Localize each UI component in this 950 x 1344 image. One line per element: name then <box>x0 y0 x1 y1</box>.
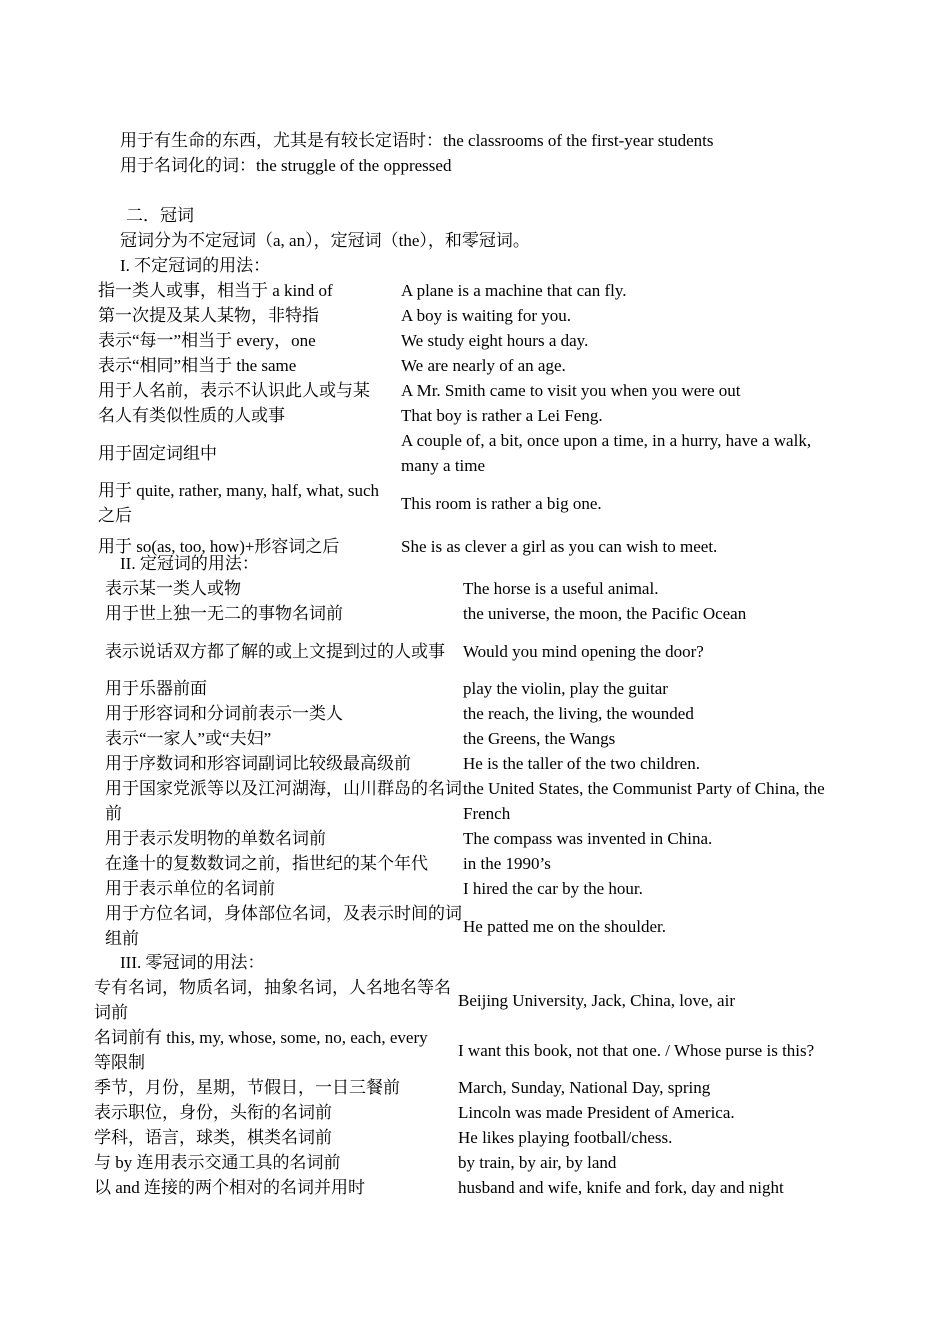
example-cell: The compass was invented in China. <box>463 829 713 848</box>
example-cell: I want this book, not that one. / Whose purse is this? <box>458 1040 815 1060</box>
definite-table <box>105 576 850 951</box>
table-row <box>94 1075 839 1100</box>
indefinite-table <box>98 278 858 565</box>
example-cell: the reach, the living, the wounded <box>463 704 694 723</box>
usage-cell: 表示“相同”相当于 the same <box>98 356 297 375</box>
usage-cell: 与 by 连用表示交通工具的名词前 <box>94 1153 341 1172</box>
usage-cell: 学科，语言，球类，棋类名词前 <box>94 1128 332 1147</box>
example-cell: We study eight hours a day. <box>401 331 589 350</box>
table-row <box>94 975 839 1025</box>
zero-table <box>94 975 839 1200</box>
usage-cell: 用于 so(as, too, how)+形容词之后 <box>98 537 340 556</box>
usage-cell: 用于序数词和形容词副词比较级最高级前 <box>105 754 411 773</box>
table-row <box>98 428 858 478</box>
usage-cell: 用于方位名词，身体部位名词，及表示时间的词组前 <box>105 904 462 948</box>
example-cell: the Greens, the Wangs <box>463 729 616 748</box>
table-row <box>105 601 850 626</box>
table-row <box>94 1100 839 1125</box>
usage-cell: 表示某一类人或物 <box>105 579 241 598</box>
example-cell: by train, by air, by land <box>458 1153 617 1172</box>
example-cell: The horse is a useful animal. <box>463 579 659 598</box>
table-row <box>98 278 858 303</box>
usage-cell: 第一次提及某人某物，非特指 <box>98 306 319 325</box>
usage-cell: 用于固定词组中 <box>98 443 217 463</box>
usage-cell: 专有名词，物质名词，抽象名词，人名地名等名词前 <box>94 978 451 1022</box>
example-cell: Beijing University, Jack, China, love, air <box>458 990 735 1010</box>
example-cell: March, Sunday, National Day, spring <box>458 1078 711 1097</box>
example-cell: I hired the car by the hour. <box>463 879 643 898</box>
example-cell: He likes playing football/chess. <box>458 1128 673 1147</box>
example-cell: the universe, the moon, the Pacific Ocean <box>463 604 747 623</box>
table-row <box>94 1125 839 1150</box>
example-cell: Would you mind opening the door? <box>463 641 704 661</box>
table-row <box>105 676 850 701</box>
usage-cell: 季节，月份，星期，节假日，一日三餐前 <box>94 1078 400 1097</box>
usage-cell: 指一类人或事，相当于 a kind of <box>98 281 333 300</box>
table-row <box>94 1025 839 1075</box>
example-cell: Lincoln was made President of America. <box>458 1103 735 1122</box>
example-cell: A plane is a machine that can fly. <box>401 281 627 300</box>
table-row <box>98 328 858 353</box>
table-row <box>94 1175 839 1200</box>
example-cell: A Mr. Smith came to visit you when you were out <box>401 381 741 400</box>
example-cell: the United States, the Communist Party of China, the French <box>463 779 825 823</box>
usage-cell: 用于世上独一无二的事物名词前 <box>105 604 343 623</box>
example-cell: A couple of, a bit, once upon a time, in a hurry, have a walk, many a time <box>401 431 812 475</box>
example-cell: A boy is waiting for you. <box>401 306 571 325</box>
usage-cell: 用于乐器前面 <box>105 679 207 698</box>
table-row <box>105 626 850 676</box>
table-row <box>94 1150 839 1175</box>
table-row <box>105 826 850 851</box>
usage-cell: 用于形容词和分词前表示一类人 <box>105 704 343 723</box>
table-row <box>105 901 850 951</box>
table-row <box>98 403 858 428</box>
usage-cell: 表示“一家人”或“夫妇” <box>105 729 272 748</box>
table-row <box>105 701 850 726</box>
table-row <box>105 576 850 601</box>
definite-heading: II. 定冠词的用法： <box>120 554 259 573</box>
example-cell: That boy is rather a Lei Feng. <box>401 406 603 425</box>
table-row <box>98 378 858 403</box>
usage-cell: 以 and 连接的两个相对的名词并用时 <box>94 1178 366 1197</box>
example-cell: in the 1990’s <box>463 854 551 873</box>
usage-cell: 用于国家党派等以及江河湖海，山川群岛的名词前 <box>105 779 462 823</box>
indefinite-heading: I. 不定冠词的用法： <box>120 256 271 275</box>
usage-cell: 用于表示发明物的单数名词前 <box>105 829 326 848</box>
table-row <box>105 876 850 901</box>
table-row <box>105 726 850 751</box>
usage-cell: 表示职位，身份，头衔的名词前 <box>94 1103 332 1122</box>
table-row <box>105 776 850 826</box>
usage-cell: 表示“每一”相当于 every，one <box>98 331 316 350</box>
intro-line-2: 用于名词化的词：the struggle of the oppressed <box>120 156 452 175</box>
example-cell: play the violin, play the guitar <box>463 679 668 698</box>
example-cell: husband and wife, knife and fork, day and night <box>458 1178 784 1197</box>
usage-cell: 用于人名前，表示不认识此人或与某 <box>98 381 370 400</box>
table-row <box>98 353 858 378</box>
intro-line-1: 用于有生命的东西，尤其是有较长定语时：the classrooms of the first-year students <box>120 131 714 150</box>
usage-cell: 表示说话双方都了解的或上文提到过的人或事 <box>105 641 445 661</box>
zero-heading: III. 零冠词的用法： <box>120 953 265 972</box>
table-row <box>98 478 858 528</box>
usage-cell: 名人有类似性质的人或事 <box>98 406 285 425</box>
example-cell: This room is rather a big one. <box>401 493 602 513</box>
example-cell: We are nearly of an age. <box>401 356 566 375</box>
table-row <box>98 303 858 328</box>
section-summary: 冠词分为不定冠词（a, an），定冠词（the），和零冠词。 <box>120 231 530 250</box>
usage-cell: 在逢十的复数数词之前，指世纪的某个年代 <box>105 854 428 873</box>
usage-cell: 名词前有 this, my, whose, some, no, each, every 等限制 <box>94 1028 428 1072</box>
section-heading: 二．冠词 <box>126 206 194 225</box>
table-row <box>105 751 850 776</box>
example-cell: She is as clever a girl as you can wish to meet. <box>401 537 718 556</box>
table-row <box>105 851 850 876</box>
example-cell: He is the taller of the two children. <box>463 754 700 773</box>
example-cell: He patted me on the shoulder. <box>463 916 667 936</box>
usage-cell: 用于 quite, rather, many, half, what, such 之后 <box>98 481 379 525</box>
usage-cell: 用于表示单位的名词前 <box>105 879 275 898</box>
